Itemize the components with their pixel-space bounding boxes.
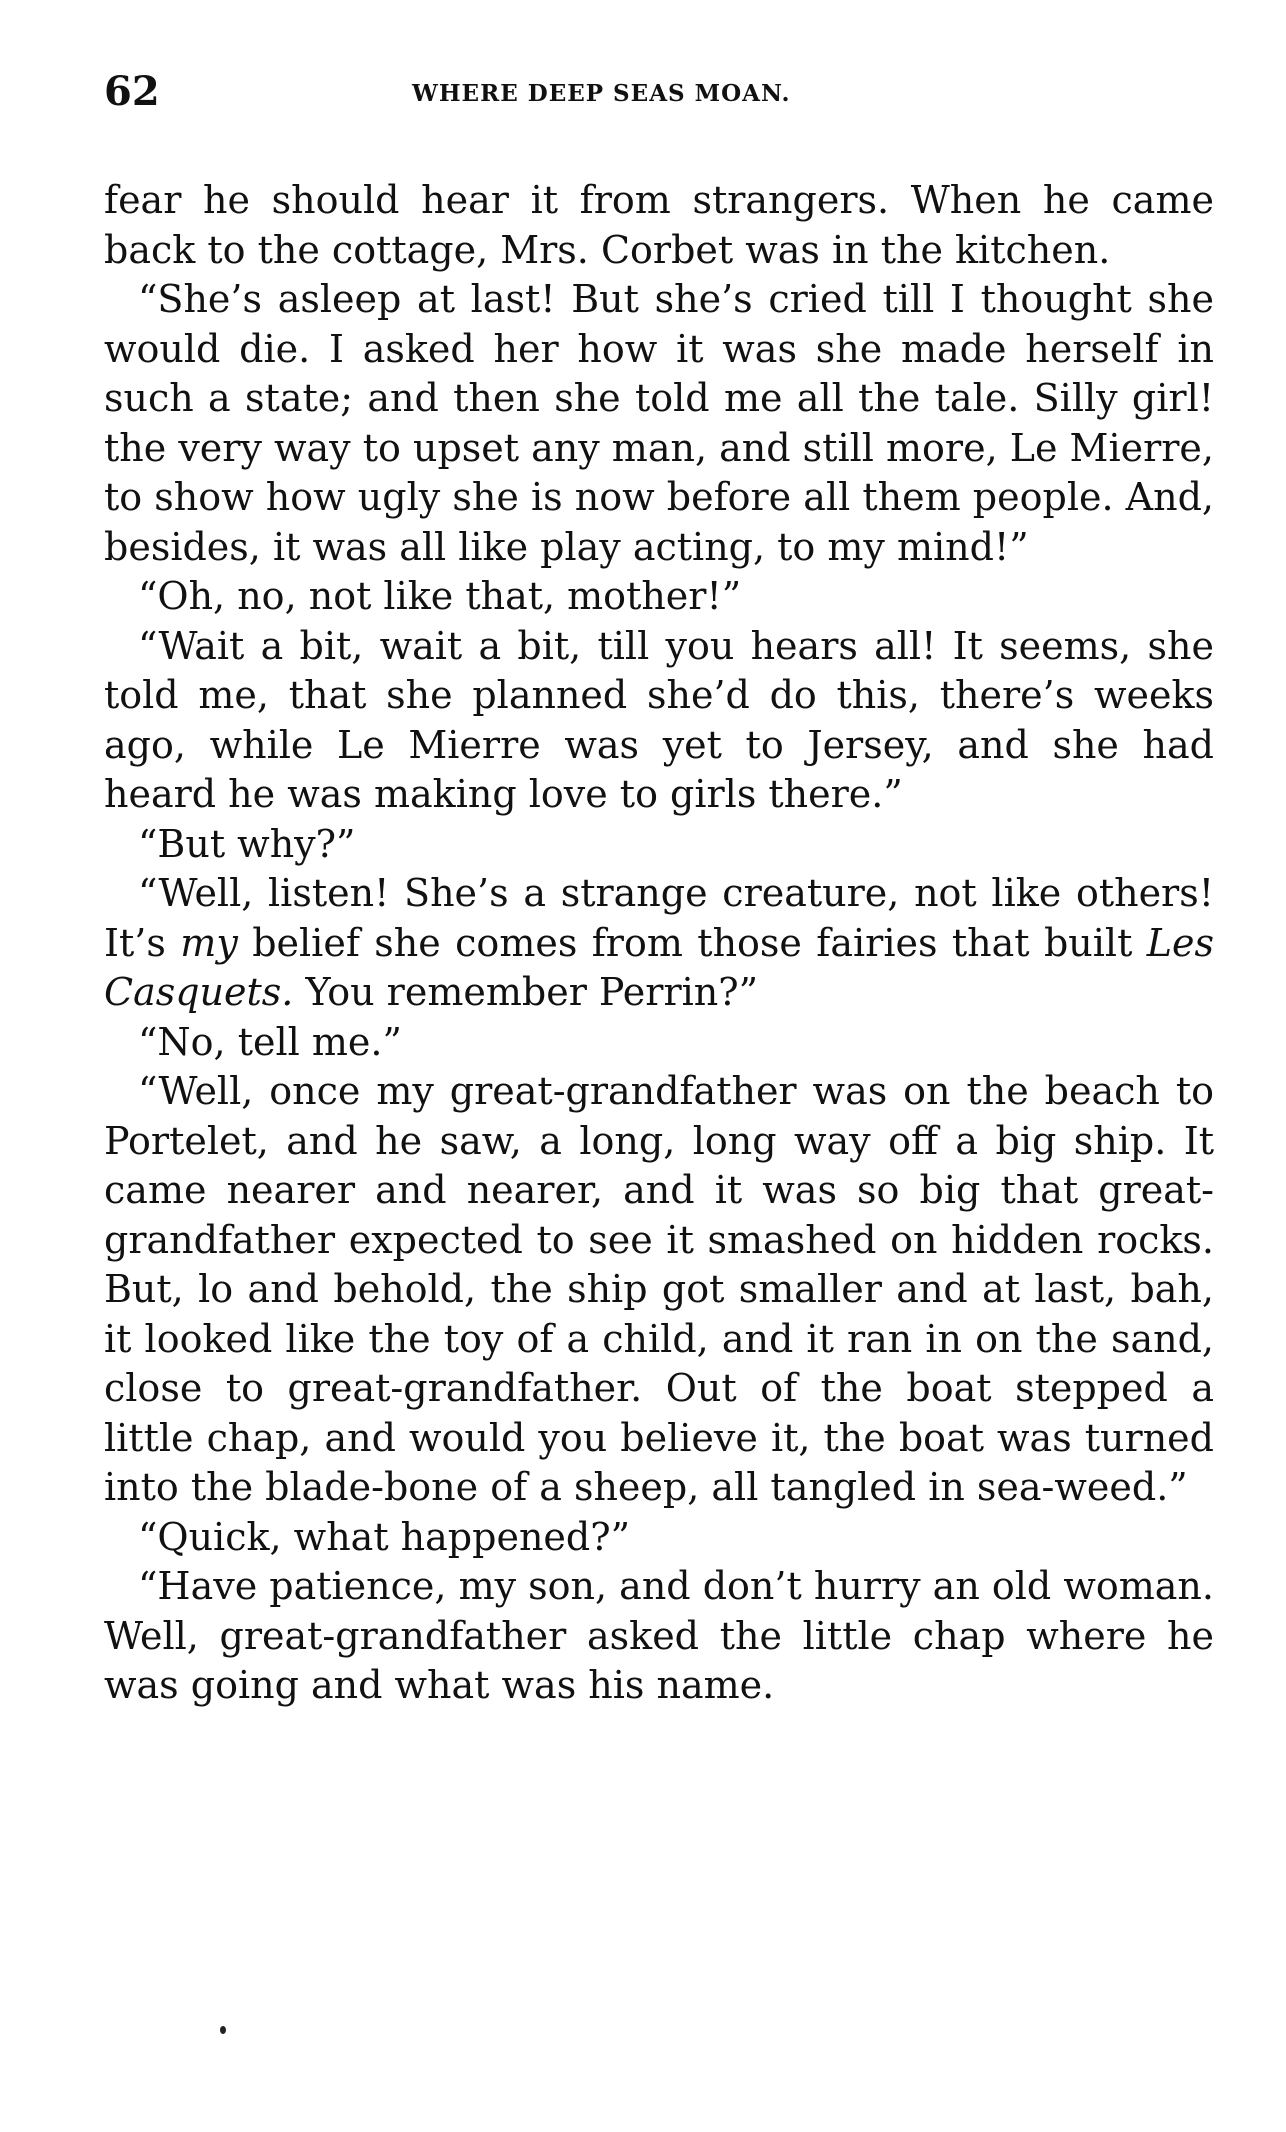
paragraph: fear he should hear it from strangers. When he came back to the cottage, Mrs. Corbet was in the kitchen.	[104, 178, 1214, 272]
page-number: 62	[104, 68, 160, 115]
paragraph: “Wait a bit, wait a bit, till you hears all! It seems, she told me, that she planned she’d do this, there’s weeks ago, while Le Mierre was yet to Jersey, and she had heard he was making love to girls there.”	[104, 623, 1214, 816]
paragraph: “Have patience, my son, and don’t hurry an old woman. Well, great-grandfather asked the little chap where he was going and what was his name.	[104, 1564, 1214, 1707]
paragraph: “She’s asleep at last! But she’s cried till I thought she would die. I asked her how it was she made herself in such a state; and then she told me all the tale. Silly girl! the very way to upset any man, and still more, Le Mierre, to show how ugly she is now before all them people. And, besides, it was all like play acting, to my mind!”	[104, 277, 1214, 569]
paragraph: “No, tell me.”	[138, 1019, 402, 1064]
running-title: WHERE DEEP SEAS MOAN.	[412, 80, 791, 107]
book-page	[104, 62, 1214, 1711]
paragraph-text: belief she comes from those fairies that built	[237, 920, 1147, 965]
ink-speck	[220, 2026, 226, 2034]
paragraph-text: “Well, listen! She’s a strange creature, not like others! It’s	[104, 871, 1214, 965]
paragraph	[104, 869, 1214, 1018]
paragraph: “Well, once my great-grandfather was on the beach to Portelet, and he saw, a long, long way off a big ship. It came nearer and nearer, and it was so big that great-grandfather expected to see it smashed on hidden rocks. But, lo and behold, the ship got smaller and at last, bah, it looked like the toy of a child, and it ran in on the sand, close to great-grandfather. Out of the boat stepped a little chap, and would you believe it, the boat was turned into the blade-bone of a sheep, all tangled in sea-weed.”	[104, 1069, 1214, 1509]
paragraph: “Oh, no, not like that, mother!”	[138, 574, 742, 618]
italic-word: my	[180, 920, 238, 965]
paragraph: “Quick, what happened?”	[138, 1514, 631, 1559]
italic-place-name: Les Casquets.	[104, 920, 1214, 1014]
paragraph-text: You remember Perrin?”	[293, 970, 759, 1014]
page-header	[104, 62, 1214, 122]
paragraph: “But why?”	[138, 821, 356, 866]
body-text	[104, 176, 1214, 1711]
